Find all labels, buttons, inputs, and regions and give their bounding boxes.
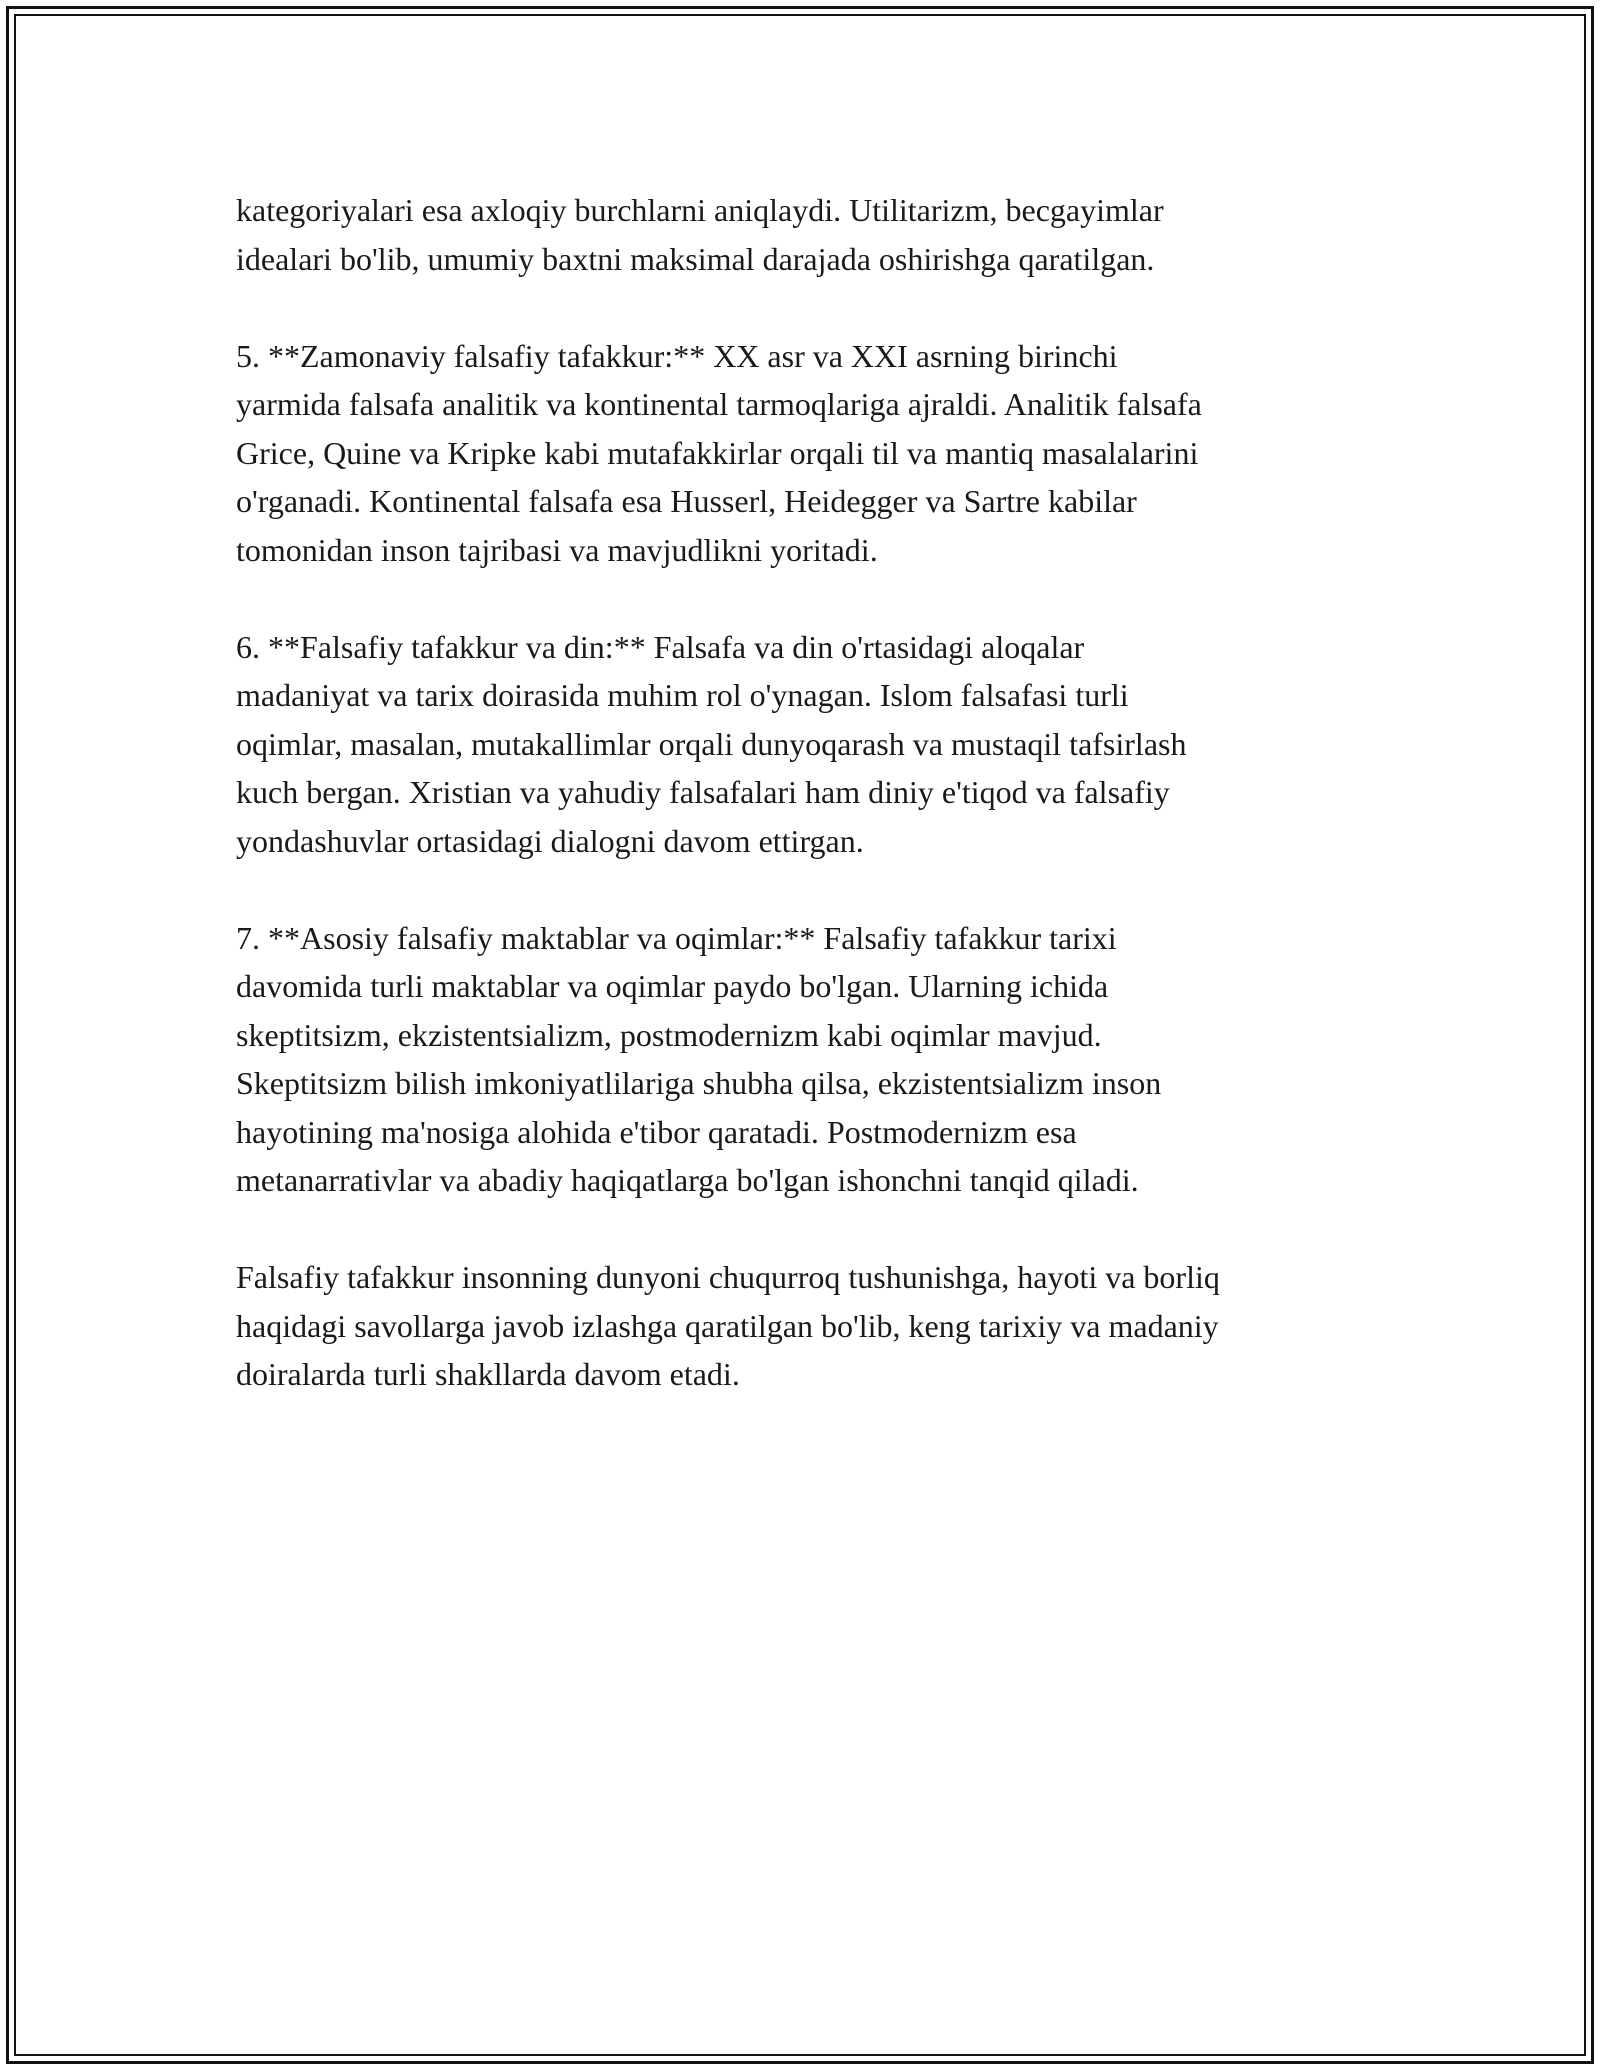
text-line: hayotining ma'nosiga alohida e'tibor qaratadi. Postmodernizm esa <box>236 1113 1077 1150</box>
text-line: yondashuvlar ortasidagi dialogni davom ettirgan. <box>236 822 864 859</box>
paragraph-intro-continuation <box>236 186 1376 283</box>
text-line: o'rganadi. Kontinental falsafa esa Husserl, Heidegger va Sartre kabilar <box>236 483 1137 519</box>
paragraph-item-5 <box>236 332 1376 575</box>
text-line: oqimlar, masalan, mutakallimlar orqali dunyoqarash va mustaqil tafsirlash <box>236 725 1187 762</box>
text-line: 6. **Falsafiy tafakkur va din:** Falsafa va din o'rtasidagi aloqalar <box>236 628 1085 665</box>
text-line: metanarrativlar va abadiy haqiqatlarga bo'lgan ishonchni tanqid qiladi. <box>236 1162 1139 1198</box>
text-line: haqidagi savollarga javob izlashga qaratilgan bo'lib, keng tarixiy va madaniy <box>236 1307 1219 1344</box>
paragraph-item-7 <box>236 914 1376 1205</box>
document-body <box>236 186 1376 1447</box>
text-line: skeptitsizm, ekzistentsializm, postmodernizm kabi oqimlar mavjud. <box>236 1016 1102 1053</box>
text-line: kategoriyalari esa axloqiy burchlarni aniqlaydi. Utilitarizm, becgayimlar <box>236 192 1164 228</box>
text-line: Falsafiy tafakkur insonning dunyoni chuqurroq tushunishga, hayoti va borliq <box>236 1259 1220 1295</box>
paragraph-item-6 <box>236 623 1376 866</box>
text-line: Grice, Quine va Kripke kabi mutafakkirlar orqali til va mantiq masalalarini <box>236 434 1199 471</box>
text-line: doiralarda turli shakllarda davom etadi. <box>236 1356 740 1392</box>
text-line: idealari bo'lib, umumiy baxtni maksimal darajada oshirishga qaratilgan. <box>236 240 1155 277</box>
paragraph-conclusion <box>236 1253 1376 1399</box>
text-line: 5. **Zamonaviy falsafiy tafakkur:** XX asr va XXI asrning birinchi <box>236 337 1118 374</box>
text-line: davomida turli maktablar va oqimlar paydo bo'lgan. Ularning ichida <box>236 968 1109 1004</box>
text-line: madaniyat va tarix doirasida muhim rol o'ynagan. Islom falsafasi turli <box>236 677 1129 713</box>
text-line: yarmida falsafa analitik va kontinental tarmoqlariga ajraldi. Analitik falsafa <box>236 386 1202 422</box>
text-line: Skeptitsizm bilish imkoniyatlilariga shubha qilsa, ekzistentsializm inson <box>236 1065 1162 1101</box>
text-line: kuch bergan. Xristian va yahudiy falsafalari ham diniy e'tiqod va falsafiy <box>236 774 1170 810</box>
text-line: 7. **Asosiy falsafiy maktablar va oqimlar:** Falsafiy tafakkur tarixi <box>236 919 1117 956</box>
text-line: tomonidan inson tajribasi va mavjudlikni yoritadi. <box>236 531 878 568</box>
